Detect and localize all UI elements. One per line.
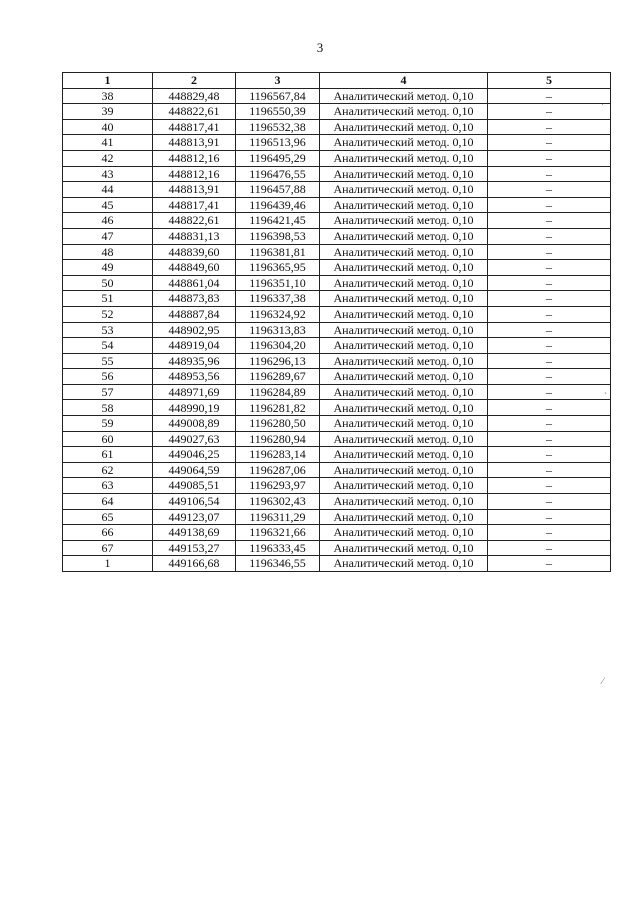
table-row xyxy=(63,400,611,416)
point-number-cell: 45 xyxy=(63,197,153,213)
header-col-1: 1 xyxy=(63,73,153,89)
table-row xyxy=(63,150,611,166)
note-cell: – xyxy=(488,462,611,478)
y-coordinate-cell: 1196457,88 xyxy=(236,182,320,198)
note-cell: – xyxy=(488,275,611,291)
y-coordinate-cell: 1196351,10 xyxy=(236,275,320,291)
y-coordinate-cell: 1196513,96 xyxy=(236,135,320,151)
point-number-cell: 47 xyxy=(63,228,153,244)
table-row xyxy=(63,509,611,525)
method-cell: Аналитический метод. 0,10 xyxy=(320,447,488,463)
method-cell: Аналитический метод. 0,10 xyxy=(320,384,488,400)
y-coordinate-cell: 1196495,29 xyxy=(236,150,320,166)
method-cell: Аналитический метод. 0,10 xyxy=(320,525,488,541)
x-coordinate-cell: 448812,16 xyxy=(153,150,236,166)
table-body xyxy=(63,88,611,571)
method-cell: Аналитический метод. 0,10 xyxy=(320,228,488,244)
x-coordinate-cell: 448902,95 xyxy=(153,322,236,338)
table-row xyxy=(63,540,611,556)
method-cell: Аналитический метод. 0,10 xyxy=(320,478,488,494)
x-coordinate-cell: 449106,54 xyxy=(153,494,236,510)
table-row xyxy=(63,197,611,213)
point-number-cell: 67 xyxy=(63,540,153,556)
x-coordinate-cell: 448990,19 xyxy=(153,400,236,416)
x-coordinate-cell: 449138,69 xyxy=(153,525,236,541)
y-coordinate-cell: 1196567,84 xyxy=(236,88,320,104)
point-number-cell: 53 xyxy=(63,322,153,338)
y-coordinate-cell: 1196311,29 xyxy=(236,509,320,525)
point-number-cell: 58 xyxy=(63,400,153,416)
y-coordinate-cell: 1196296,13 xyxy=(236,353,320,369)
table-row xyxy=(63,275,611,291)
note-cell: – xyxy=(488,416,611,432)
x-coordinate-cell: 448953,56 xyxy=(153,369,236,385)
y-coordinate-cell: 1196439,46 xyxy=(236,197,320,213)
method-cell: Аналитический метод. 0,10 xyxy=(320,322,488,338)
point-number-cell: 61 xyxy=(63,447,153,463)
point-number-cell: 63 xyxy=(63,478,153,494)
note-cell: – xyxy=(488,431,611,447)
table-row xyxy=(63,353,611,369)
table-row xyxy=(63,431,611,447)
y-coordinate-cell: 1196293,97 xyxy=(236,478,320,494)
point-number-cell: 54 xyxy=(63,338,153,354)
note-cell: – xyxy=(488,338,611,354)
table-row xyxy=(63,88,611,104)
point-number-cell: 38 xyxy=(63,88,153,104)
y-coordinate-cell: 1196302,43 xyxy=(236,494,320,510)
x-coordinate-cell: 448817,41 xyxy=(153,197,236,213)
x-coordinate-cell: 448822,61 xyxy=(153,213,236,229)
x-coordinate-cell: 449046,25 xyxy=(153,447,236,463)
table-row xyxy=(63,338,611,354)
x-coordinate-cell: 448829,48 xyxy=(153,88,236,104)
table-row xyxy=(63,306,611,322)
method-cell: Аналитический метод. 0,10 xyxy=(320,400,488,416)
point-number-cell: 43 xyxy=(63,166,153,182)
note-cell: – xyxy=(488,400,611,416)
point-number-cell: 42 xyxy=(63,150,153,166)
y-coordinate-cell: 1196289,67 xyxy=(236,369,320,385)
note-cell: – xyxy=(488,213,611,229)
table-row xyxy=(63,525,611,541)
note-cell: – xyxy=(488,150,611,166)
table-row xyxy=(63,228,611,244)
point-number-cell: 39 xyxy=(63,104,153,120)
y-coordinate-cell: 1196283,14 xyxy=(236,447,320,463)
y-coordinate-cell: 1196550,39 xyxy=(236,104,320,120)
table-row xyxy=(63,494,611,510)
y-coordinate-cell: 1196281,82 xyxy=(236,400,320,416)
point-number-cell: 40 xyxy=(63,119,153,135)
x-coordinate-cell: 448812,16 xyxy=(153,166,236,182)
header-col-4: 4 xyxy=(320,73,488,89)
x-coordinate-cell: 448849,60 xyxy=(153,260,236,276)
note-cell: – xyxy=(488,135,611,151)
method-cell: Аналитический метод. 0,10 xyxy=(320,338,488,354)
y-coordinate-cell: 1196476,55 xyxy=(236,166,320,182)
point-number-cell: 59 xyxy=(63,416,153,432)
point-number-cell: 46 xyxy=(63,213,153,229)
x-coordinate-cell: 448817,41 xyxy=(153,119,236,135)
point-number-cell: 1 xyxy=(63,556,153,572)
point-number-cell: 49 xyxy=(63,260,153,276)
scan-speck: ˏ xyxy=(604,384,607,394)
y-coordinate-cell: 1196280,94 xyxy=(236,431,320,447)
note-cell: – xyxy=(488,322,611,338)
method-cell: Аналитический метод. 0,10 xyxy=(320,369,488,385)
point-number-cell: 44 xyxy=(63,182,153,198)
point-number-cell: 41 xyxy=(63,135,153,151)
note-cell: – xyxy=(488,291,611,307)
y-coordinate-cell: 1196313,83 xyxy=(236,322,320,338)
y-coordinate-cell: 1196321,66 xyxy=(236,525,320,541)
method-cell: Аналитический метод. 0,10 xyxy=(320,416,488,432)
table-row xyxy=(63,369,611,385)
point-number-cell: 57 xyxy=(63,384,153,400)
method-cell: Аналитический метод. 0,10 xyxy=(320,88,488,104)
point-number-cell: 62 xyxy=(63,462,153,478)
header-col-5: 5 xyxy=(488,73,611,89)
point-number-cell: 60 xyxy=(63,431,153,447)
y-coordinate-cell: 1196324,92 xyxy=(236,306,320,322)
method-cell: Аналитический метод. 0,10 xyxy=(320,291,488,307)
point-number-cell: 65 xyxy=(63,509,153,525)
x-coordinate-cell: 449153,27 xyxy=(153,540,236,556)
note-cell: – xyxy=(488,478,611,494)
table-row xyxy=(63,556,611,572)
method-cell: Аналитический метод. 0,10 xyxy=(320,135,488,151)
x-coordinate-cell: 449085,51 xyxy=(153,478,236,494)
point-number-cell: 55 xyxy=(63,353,153,369)
x-coordinate-cell: 448919,04 xyxy=(153,338,236,354)
method-cell: Аналитический метод. 0,10 xyxy=(320,306,488,322)
note-cell: – xyxy=(488,182,611,198)
table-row xyxy=(63,322,611,338)
page-number: 3 xyxy=(316,40,324,55)
method-cell: Аналитический метод. 0,10 xyxy=(320,166,488,182)
table-row xyxy=(63,119,611,135)
note-cell: – xyxy=(488,104,611,120)
method-cell: Аналитический метод. 0,10 xyxy=(320,431,488,447)
x-coordinate-cell: 448887,84 xyxy=(153,306,236,322)
method-cell: Аналитический метод. 0,10 xyxy=(320,260,488,276)
x-coordinate-cell: 448839,60 xyxy=(153,244,236,260)
x-coordinate-cell: 448861,04 xyxy=(153,275,236,291)
method-cell: Аналитический метод. 0,10 xyxy=(320,119,488,135)
note-cell: – xyxy=(488,244,611,260)
note-cell: – xyxy=(488,260,611,276)
method-cell: Аналитический метод. 0,10 xyxy=(320,244,488,260)
table-row xyxy=(63,462,611,478)
y-coordinate-cell: 1196333,45 xyxy=(236,540,320,556)
header-col-3: 3 xyxy=(236,73,320,89)
method-cell: Аналитический метод. 0,10 xyxy=(320,540,488,556)
note-cell: – xyxy=(488,447,611,463)
method-cell: Аналитический метод. 0,10 xyxy=(320,213,488,229)
note-cell: – xyxy=(488,119,611,135)
point-number-cell: 52 xyxy=(63,306,153,322)
point-number-cell: 64 xyxy=(63,494,153,510)
note-cell: – xyxy=(488,166,611,182)
coordinates-table xyxy=(62,72,611,572)
x-coordinate-cell: 449064,59 xyxy=(153,462,236,478)
table-row xyxy=(63,166,611,182)
table-row xyxy=(63,384,611,400)
point-number-cell: 56 xyxy=(63,369,153,385)
x-coordinate-cell: 449123,07 xyxy=(153,509,236,525)
method-cell: Аналитический метод. 0,10 xyxy=(320,182,488,198)
table-row xyxy=(63,447,611,463)
note-cell: – xyxy=(488,384,611,400)
y-coordinate-cell: 1196365,95 xyxy=(236,260,320,276)
x-coordinate-cell: 448971,69 xyxy=(153,384,236,400)
point-number-cell: 51 xyxy=(63,291,153,307)
method-cell: Аналитический метод. 0,10 xyxy=(320,462,488,478)
y-coordinate-cell: 1196280,50 xyxy=(236,416,320,432)
table-row xyxy=(63,244,611,260)
header-col-2: 2 xyxy=(153,73,236,89)
x-coordinate-cell: 448831,13 xyxy=(153,228,236,244)
note-cell: – xyxy=(488,306,611,322)
table-header-row xyxy=(63,73,611,89)
note-cell: – xyxy=(488,197,611,213)
note-cell: – xyxy=(488,525,611,541)
x-coordinate-cell: 448813,91 xyxy=(153,182,236,198)
table-row xyxy=(63,104,611,120)
x-coordinate-cell: 448822,61 xyxy=(153,104,236,120)
y-coordinate-cell: 1196287,06 xyxy=(236,462,320,478)
y-coordinate-cell: 1196304,20 xyxy=(236,338,320,354)
table-row xyxy=(63,416,611,432)
x-coordinate-cell: 448935,96 xyxy=(153,353,236,369)
point-number-cell: 50 xyxy=(63,275,153,291)
note-cell: – xyxy=(488,540,611,556)
method-cell: Аналитический метод. 0,10 xyxy=(320,353,488,369)
y-coordinate-cell: 1196381,81 xyxy=(236,244,320,260)
table-row xyxy=(63,291,611,307)
note-cell: – xyxy=(488,88,611,104)
method-cell: Аналитический метод. 0,10 xyxy=(320,556,488,572)
y-coordinate-cell: 1196421,45 xyxy=(236,213,320,229)
table-row xyxy=(63,260,611,276)
x-coordinate-cell: 448813,91 xyxy=(153,135,236,151)
y-coordinate-cell: 1196346,55 xyxy=(236,556,320,572)
table-row xyxy=(63,135,611,151)
scan-speck: ⁄ xyxy=(602,676,604,686)
note-cell: – xyxy=(488,509,611,525)
method-cell: Аналитический метод. 0,10 xyxy=(320,197,488,213)
note-cell: – xyxy=(488,494,611,510)
table-row xyxy=(63,182,611,198)
x-coordinate-cell: 449008,89 xyxy=(153,416,236,432)
note-cell: – xyxy=(488,556,611,572)
method-cell: Аналитический метод. 0,10 xyxy=(320,104,488,120)
note-cell: – xyxy=(488,353,611,369)
x-coordinate-cell: 448873,83 xyxy=(153,291,236,307)
point-number-cell: 66 xyxy=(63,525,153,541)
y-coordinate-cell: 1196398,53 xyxy=(236,228,320,244)
note-cell: – xyxy=(488,369,611,385)
y-coordinate-cell: 1196532,38 xyxy=(236,119,320,135)
note-cell: – xyxy=(488,228,611,244)
y-coordinate-cell: 1196284,89 xyxy=(236,384,320,400)
x-coordinate-cell: 449166,68 xyxy=(153,556,236,572)
x-coordinate-cell: 449027,63 xyxy=(153,431,236,447)
table-row xyxy=(63,478,611,494)
y-coordinate-cell: 1196337,38 xyxy=(236,291,320,307)
point-number-cell: 48 xyxy=(63,244,153,260)
method-cell: Аналитический метод. 0,10 xyxy=(320,275,488,291)
method-cell: Аналитический метод. 0,10 xyxy=(320,494,488,510)
method-cell: Аналитический метод. 0,10 xyxy=(320,150,488,166)
method-cell: Аналитический метод. 0,10 xyxy=(320,509,488,525)
table-row xyxy=(63,213,611,229)
scan-speck: ˈ xyxy=(601,102,604,112)
